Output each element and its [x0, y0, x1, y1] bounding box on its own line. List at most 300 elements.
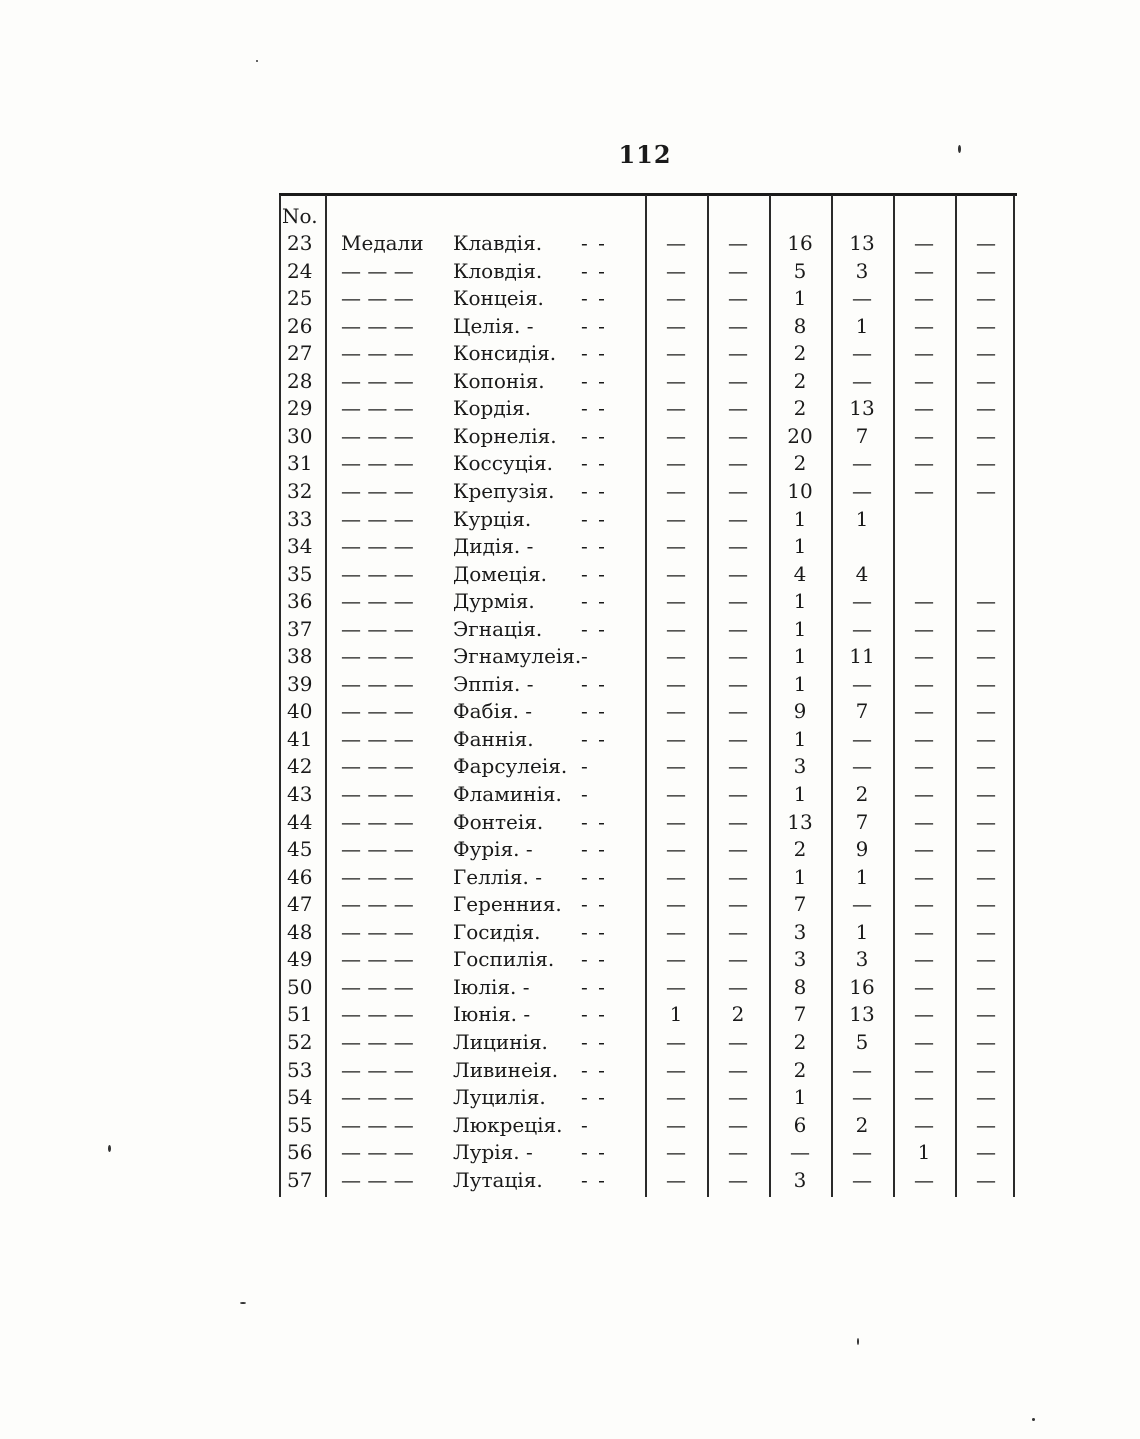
table-row	[279, 230, 1015, 257]
value-col-1: 1	[669, 1002, 683, 1027]
category-cell: — — —	[341, 754, 414, 779]
category-cell: — — —	[341, 726, 414, 751]
leader-dots: - -	[581, 616, 607, 641]
value-col-2: —	[728, 396, 748, 421]
value-col-6: —	[976, 809, 996, 834]
value-col-2: —	[728, 616, 748, 641]
value-col-5: —	[914, 726, 934, 751]
value-col-5: —	[914, 1167, 934, 1192]
value-col-1: —	[666, 451, 686, 476]
value-col-1: —	[666, 974, 686, 999]
value-col-5: —	[914, 423, 934, 448]
value-col-6: —	[976, 616, 996, 641]
category-cell: — — —	[341, 1085, 414, 1110]
family-name: Фонтеія.	[453, 809, 544, 834]
value-col-6: —	[976, 368, 996, 393]
category-cell: — — —	[341, 644, 414, 669]
value-col-3: 1	[793, 506, 807, 531]
value-col-6: —	[976, 699, 996, 724]
value-col-2: —	[728, 451, 748, 476]
leader-dots: -	[581, 754, 590, 779]
value-col-1: —	[666, 368, 686, 393]
value-col-2: —	[728, 1085, 748, 1110]
family-name: Копонія.	[453, 368, 545, 393]
table-row	[279, 643, 1015, 670]
value-col-6: —	[976, 864, 996, 889]
scan-speck	[958, 145, 961, 153]
category-cell: — — —	[341, 313, 414, 338]
value-col-1: —	[666, 947, 686, 972]
value-col-1: —	[666, 616, 686, 641]
leader-dots: - -	[581, 892, 607, 917]
value-col-4: —	[852, 478, 872, 503]
value-col-5: —	[914, 258, 934, 283]
value-col-6: —	[976, 671, 996, 696]
value-col-6: —	[976, 258, 996, 283]
family-name: Лурія. -	[453, 1140, 533, 1165]
family-name: Концеія.	[453, 286, 544, 311]
table-top-rule	[279, 193, 1017, 196]
table-row	[279, 726, 1015, 753]
value-col-3: 1	[793, 534, 807, 559]
value-col-6: —	[976, 589, 996, 614]
value-col-2: —	[728, 506, 748, 531]
value-col-6: —	[976, 1029, 996, 1054]
category-cell: — — —	[341, 837, 414, 862]
category-cell: — — —	[341, 506, 414, 531]
value-col-3: 3	[793, 1167, 807, 1192]
leader-dots: - -	[581, 1085, 607, 1110]
category-cell: — — —	[341, 947, 414, 972]
value-col-4: 4	[855, 561, 869, 586]
category-cell: — — —	[341, 671, 414, 696]
value-col-5: —	[914, 974, 934, 999]
row-number: 27	[287, 341, 313, 366]
table-row	[279, 258, 1015, 285]
value-col-2: —	[728, 368, 748, 393]
value-col-4: —	[852, 1057, 872, 1082]
value-col-5: —	[914, 644, 934, 669]
value-col-3: 9	[793, 699, 807, 724]
leader-dots: - -	[581, 1002, 607, 1027]
value-col-1: —	[666, 1167, 686, 1192]
table-row	[279, 809, 1015, 836]
value-col-4: —	[852, 726, 872, 751]
value-col-6: —	[976, 423, 996, 448]
value-col-4: 3	[855, 947, 869, 972]
value-col-2: —	[728, 1057, 748, 1082]
value-col-1: —	[666, 864, 686, 889]
family-name: Фаннія.	[453, 726, 534, 751]
value-col-6: —	[976, 313, 996, 338]
value-col-1: —	[666, 1112, 686, 1137]
table-row	[279, 864, 1015, 891]
value-col-2: —	[728, 782, 748, 806]
value-col-2: —	[728, 1167, 748, 1192]
value-col-5: —	[914, 313, 934, 338]
value-col-2: —	[728, 754, 748, 779]
family-name: Госидія.	[453, 919, 541, 944]
leader-dots: - -	[581, 1057, 607, 1082]
category-cell: — — —	[341, 534, 414, 559]
value-col-2: —	[728, 919, 748, 944]
category-cell: — — —	[341, 341, 414, 366]
family-name: Лутація.	[453, 1167, 543, 1192]
value-col-3: 8	[793, 313, 807, 338]
value-col-4: —	[852, 1167, 872, 1192]
value-col-1: —	[666, 726, 686, 751]
value-col-1: —	[666, 478, 686, 503]
value-col-3: 1	[793, 726, 807, 751]
row-number: 47	[287, 892, 313, 917]
value-col-2: —	[728, 1029, 748, 1054]
leader-dots: - -	[581, 671, 607, 696]
table-row	[279, 395, 1015, 422]
value-col-3: 20	[787, 423, 813, 448]
family-name: Ливинеія.	[453, 1057, 559, 1082]
category-cell: Медали	[341, 231, 424, 255]
value-col-5	[895, 561, 953, 588]
value-col-1: —	[666, 1029, 686, 1054]
value-col-5: —	[914, 947, 934, 972]
value-col-5: —	[914, 616, 934, 641]
value-col-5	[895, 506, 953, 533]
table-row	[279, 671, 1015, 698]
value-col-3: 10	[787, 478, 813, 503]
value-col-6: —	[976, 451, 996, 476]
leader-dots: - -	[581, 534, 607, 559]
row-number: 23	[287, 231, 313, 255]
category-cell: — — —	[341, 423, 414, 448]
leader-dots: - -	[581, 258, 607, 283]
table-row	[279, 533, 1015, 560]
value-col-4: —	[852, 451, 872, 476]
value-col-5: —	[914, 699, 934, 724]
table-row	[279, 423, 1015, 450]
value-col-3: 1	[793, 1085, 807, 1110]
value-col-2: —	[728, 699, 748, 724]
value-col-5	[895, 533, 953, 560]
value-col-3: 1	[793, 864, 807, 889]
row-number: 38	[287, 644, 313, 669]
value-col-2: —	[728, 726, 748, 751]
value-col-5: —	[914, 368, 934, 393]
value-col-5: —	[914, 1029, 934, 1054]
table-row	[279, 478, 1015, 505]
scan-speck	[256, 60, 258, 62]
table-row	[279, 753, 1015, 780]
table-row	[279, 891, 1015, 918]
value-col-1: —	[666, 1085, 686, 1110]
value-col-4: —	[852, 1085, 872, 1110]
value-col-4: —	[852, 616, 872, 641]
family-name: Госпилія.	[453, 947, 555, 972]
leader-dots: - -	[581, 368, 607, 393]
table-row	[279, 1112, 1015, 1139]
value-col-6: —	[976, 478, 996, 503]
value-col-4: 13	[849, 231, 875, 255]
leader-dots: - -	[581, 864, 607, 889]
value-col-3: 3	[793, 754, 807, 779]
value-col-4: —	[852, 286, 872, 311]
value-col-6	[957, 561, 1015, 588]
value-col-3: 5	[793, 258, 807, 283]
leader-dots: - -	[581, 1167, 607, 1192]
family-name: Іюнія. -	[453, 1002, 531, 1027]
value-col-5: —	[914, 1085, 934, 1110]
value-col-5: —	[914, 671, 934, 696]
value-col-3: 3	[793, 947, 807, 972]
value-col-4: —	[852, 671, 872, 696]
value-col-1: —	[666, 809, 686, 834]
leader-dots: - -	[581, 478, 607, 503]
family-name: Эппія. -	[453, 671, 534, 696]
table-header-row	[279, 203, 1015, 230]
row-number: 42	[287, 754, 313, 779]
row-number: 31	[287, 451, 313, 476]
row-number: 26	[287, 313, 313, 338]
value-col-3: 13	[787, 809, 813, 834]
family-name: Фабія. -	[453, 699, 533, 724]
leader-dots: - -	[581, 561, 607, 586]
row-number: 57	[287, 1167, 313, 1192]
row-number: 48	[287, 919, 313, 944]
value-col-5: —	[914, 837, 934, 862]
value-col-5: —	[914, 1057, 934, 1082]
row-number: 56	[287, 1140, 313, 1165]
value-col-4: 2	[855, 1112, 869, 1137]
value-col-2: —	[728, 1140, 748, 1165]
value-col-4: —	[852, 341, 872, 366]
value-col-2: —	[728, 258, 748, 283]
value-col-6: —	[976, 1167, 996, 1192]
category-cell: — — —	[341, 919, 414, 944]
value-col-2: —	[728, 1112, 748, 1137]
value-col-5: —	[914, 478, 934, 503]
row-number: 53	[287, 1057, 313, 1082]
leader-dots: - -	[581, 231, 607, 255]
leader-dots: -	[581, 782, 590, 806]
value-col-2: —	[728, 561, 748, 586]
family-name: Целія. -	[453, 313, 534, 338]
value-col-1: —	[666, 782, 686, 806]
value-col-4	[833, 533, 891, 560]
table-row	[279, 698, 1015, 725]
value-col-5: —	[914, 1002, 934, 1027]
row-number: 35	[287, 561, 313, 586]
value-col-2: —	[728, 671, 748, 696]
row-number: 55	[287, 1112, 313, 1137]
leader-dots: - -	[581, 947, 607, 972]
table-row	[279, 506, 1015, 533]
value-col-1: —	[666, 892, 686, 917]
leader-dots: - -	[581, 451, 607, 476]
value-col-4: 13	[849, 396, 875, 421]
value-col-3: 1	[793, 286, 807, 311]
value-col-6: —	[976, 1002, 996, 1027]
value-col-1: —	[666, 423, 686, 448]
table-row	[279, 450, 1015, 477]
value-col-3: 2	[793, 1029, 807, 1054]
value-col-2: —	[728, 864, 748, 889]
scan-speck	[108, 1145, 111, 1152]
value-col-4: 16	[849, 974, 875, 999]
value-col-3: 2	[793, 368, 807, 393]
value-col-2: —	[728, 313, 748, 338]
category-cell: — — —	[341, 892, 414, 917]
value-col-2: —	[728, 534, 748, 559]
row-number: 45	[287, 837, 313, 862]
value-col-1: —	[666, 561, 686, 586]
table-row	[279, 1001, 1015, 1028]
table-row	[279, 616, 1015, 643]
value-col-1: —	[666, 286, 686, 311]
value-col-5: 1	[917, 1140, 931, 1165]
row-number: 25	[287, 286, 313, 311]
value-col-3: 2	[793, 341, 807, 366]
table-row	[279, 836, 1015, 863]
value-col-4: —	[852, 754, 872, 779]
value-col-2: —	[728, 809, 748, 834]
value-col-1: —	[666, 837, 686, 862]
value-col-5: —	[914, 396, 934, 421]
value-col-6: —	[976, 396, 996, 421]
value-col-3: 1	[793, 644, 807, 669]
family-name: Консидія.	[453, 341, 557, 366]
category-cell: — — —	[341, 699, 414, 724]
row-number: 43	[287, 782, 313, 806]
family-name: Домеція.	[453, 561, 547, 586]
family-name: Фурія. -	[453, 837, 533, 862]
value-col-1: —	[666, 671, 686, 696]
value-col-4: —	[852, 1140, 872, 1165]
table-row	[279, 781, 1015, 808]
leader-dots: - -	[581, 589, 607, 614]
value-col-5: —	[914, 754, 934, 779]
category-cell: — — —	[341, 478, 414, 503]
value-col-5: —	[914, 589, 934, 614]
value-col-1: —	[666, 1140, 686, 1165]
value-col-6: —	[976, 231, 996, 255]
value-col-4: —	[852, 892, 872, 917]
value-col-4: 13	[849, 1002, 875, 1027]
leader-dots: - -	[581, 974, 607, 999]
value-col-2: —	[728, 423, 748, 448]
value-col-2: —	[728, 947, 748, 972]
value-col-5: —	[914, 341, 934, 366]
leader-dots: - -	[581, 837, 607, 862]
family-name: Клавдія.	[453, 231, 543, 255]
table-row	[279, 1084, 1015, 1111]
value-col-3: 2	[793, 837, 807, 862]
value-col-3: 7	[793, 1002, 807, 1027]
row-number: 49	[287, 947, 313, 972]
leader-dots: - -	[581, 396, 607, 421]
category-cell: — — —	[341, 1112, 414, 1137]
table-row	[279, 368, 1015, 395]
category-cell: — — —	[341, 974, 414, 999]
value-col-3: 6	[793, 1112, 807, 1137]
family-name: Іюлія. -	[453, 974, 530, 999]
value-col-1: —	[666, 313, 686, 338]
family-name: Дидія. -	[453, 534, 534, 559]
leader-dots: - -	[581, 1029, 607, 1054]
table-row	[279, 974, 1015, 1001]
value-col-5: —	[914, 809, 934, 834]
value-col-3: 3	[793, 919, 807, 944]
table-row	[279, 285, 1015, 312]
table-row	[279, 561, 1015, 588]
scan-speck	[1032, 1418, 1035, 1421]
family-name: Крепузія.	[453, 478, 555, 503]
value-col-3: 1	[793, 782, 807, 806]
value-col-4: 11	[849, 644, 875, 669]
table-row	[279, 313, 1015, 340]
scan-speck	[857, 1338, 859, 1345]
category-cell: — — —	[341, 1140, 414, 1165]
category-cell: — — —	[341, 1002, 414, 1027]
value-col-1: —	[666, 506, 686, 531]
value-col-6: —	[976, 1140, 996, 1165]
value-col-2: —	[728, 341, 748, 366]
value-col-5: —	[914, 231, 934, 255]
value-col-3: 1	[793, 589, 807, 614]
leader-dots: - -	[581, 341, 607, 366]
category-cell: — — —	[341, 809, 414, 834]
row-number: 29	[287, 396, 313, 421]
leader-dots: - -	[581, 286, 607, 311]
leader-dots: - -	[581, 506, 607, 531]
value-col-5: —	[914, 864, 934, 889]
value-col-6: —	[976, 947, 996, 972]
family-name: Лицинія.	[453, 1029, 548, 1054]
category-cell: — — —	[341, 782, 414, 806]
leader-dots: - -	[581, 423, 607, 448]
value-col-5: —	[914, 782, 934, 806]
value-col-4: 1	[855, 864, 869, 889]
row-number: 54	[287, 1085, 313, 1110]
table-row	[279, 1057, 1015, 1084]
row-number: 37	[287, 616, 313, 641]
value-col-6: —	[976, 1085, 996, 1110]
value-col-1: —	[666, 754, 686, 779]
row-number: 40	[287, 699, 313, 724]
value-col-2: —	[728, 478, 748, 503]
value-col-5: —	[914, 919, 934, 944]
leader-dots: - -	[581, 809, 607, 834]
value-col-4: 7	[855, 423, 869, 448]
value-col-1: —	[666, 919, 686, 944]
value-col-6: —	[976, 919, 996, 944]
table-row	[279, 919, 1015, 946]
table-row	[279, 1167, 1015, 1194]
value-col-4: 2	[855, 782, 869, 806]
value-col-1: —	[666, 396, 686, 421]
row-number: 44	[287, 809, 313, 834]
category-cell: — — —	[341, 864, 414, 889]
value-col-1: —	[666, 534, 686, 559]
family-name: Геллія. -	[453, 864, 542, 889]
page-number: 112	[618, 140, 672, 169]
value-col-4: 7	[855, 809, 869, 834]
value-col-6	[957, 506, 1015, 533]
value-col-6: —	[976, 974, 996, 999]
value-col-2: —	[728, 644, 748, 669]
value-col-3: 7	[793, 892, 807, 917]
category-cell: — — —	[341, 616, 414, 641]
value-col-2: —	[728, 286, 748, 311]
family-name: Эгнамулеія.	[453, 644, 582, 669]
